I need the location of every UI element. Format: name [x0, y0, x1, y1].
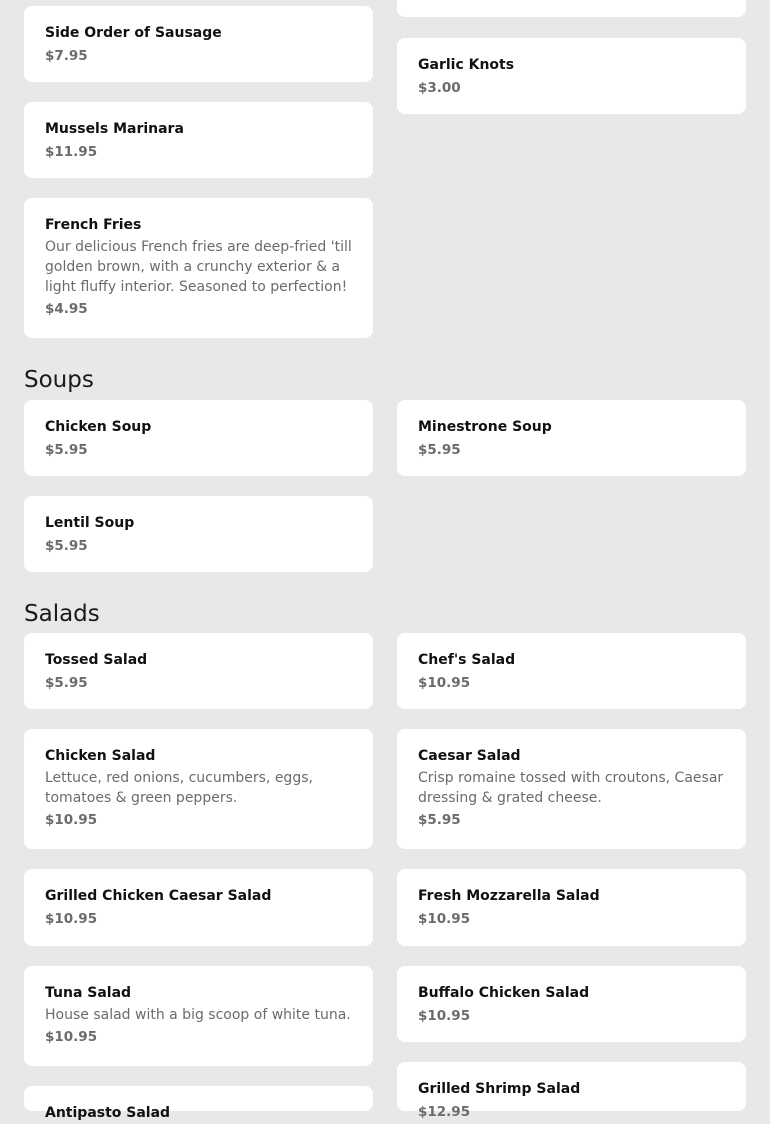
- item-price: $10.95: [45, 812, 98, 828]
- menu-item-grilled-chicken-caesar-salad[interactable]: [24, 869, 373, 946]
- item-price: $5.95: [45, 675, 88, 691]
- item-name: Chicken Soup: [45, 419, 152, 435]
- item-price: $5.95: [418, 442, 461, 458]
- menu-item-antipasto-salad[interactable]: [24, 1086, 373, 1121]
- menu-item-garlic-knots[interactable]: [397, 38, 746, 114]
- item-name: Tuna Salad: [45, 985, 132, 1001]
- item-name: Chicken Salad: [45, 748, 156, 764]
- menu-item-chefs-salad[interactable]: [397, 633, 746, 709]
- menu-item-lentil-soup[interactable]: [24, 496, 373, 572]
- menu-item-tossed-salad[interactable]: [24, 633, 373, 709]
- item-price: $5.95: [45, 538, 88, 554]
- item-name: Buffalo Chicken Salad: [418, 985, 590, 1001]
- menu-item-side-sausage[interactable]: [24, 6, 373, 82]
- item-description: Crisp romaine tossed with croutons, Caesar dressing & grated cheese.: [418, 770, 724, 806]
- item-name: Grilled Chicken Caesar Salad: [45, 888, 272, 904]
- menu-item-tuna-salad[interactable]: [24, 966, 373, 1066]
- item-name: Side Order of Sausage: [45, 25, 222, 41]
- item-price: $11.95: [45, 144, 98, 160]
- menu-item-chicken-soup[interactable]: [24, 400, 373, 476]
- item-name: Caesar Salad: [418, 748, 521, 764]
- menu-item-minestrone-soup[interactable]: [397, 400, 746, 476]
- menu-item-fresh-mozzarella-salad[interactable]: [397, 869, 746, 946]
- menu-item-french-fries[interactable]: [24, 198, 373, 338]
- menu-item-caesar-salad[interactable]: [397, 729, 746, 849]
- menu-item-card[interactable]: [397, 0, 746, 17]
- section-title-salads: Salads: [24, 601, 100, 627]
- item-name: Antipasto Salad: [45, 1105, 171, 1121]
- item-price: $10.95: [418, 675, 471, 691]
- item-price: $5.95: [418, 812, 461, 828]
- item-price: $10.95: [45, 1029, 98, 1045]
- item-name: Fresh Mozzarella Salad: [418, 888, 600, 904]
- item-name: Chef's Salad: [418, 652, 516, 668]
- item-price: $7.95: [45, 48, 88, 64]
- item-name: French Fries: [45, 217, 142, 233]
- item-name: Mussels Marinara: [45, 121, 184, 137]
- menu-item-buffalo-chicken-salad[interactable]: [397, 966, 746, 1042]
- item-name: Tossed Salad: [45, 652, 148, 668]
- item-price: $3.00: [418, 80, 461, 96]
- menu-item-mussels-marinara[interactable]: [24, 102, 373, 178]
- item-price: $12.95: [418, 1104, 471, 1120]
- menu-item-chicken-salad[interactable]: [24, 729, 373, 849]
- item-name: Lentil Soup: [45, 515, 135, 531]
- item-price: $4.95: [45, 301, 88, 317]
- item-name: Garlic Knots: [418, 57, 515, 73]
- item-description: Our delicious French fries are deep-fried 'till golden brown, with a crunchy exterior & a light fluffy interior. Seasoned to perfection!: [45, 239, 352, 295]
- item-description: Lettuce, red onions, cucumbers, eggs, tomatoes & green peppers.: [45, 770, 313, 806]
- item-name: Minestrone Soup: [418, 419, 552, 435]
- item-price: $10.95: [418, 911, 471, 927]
- section-title-soups: Soups: [24, 367, 94, 393]
- item-price: $10.95: [418, 1008, 471, 1024]
- item-description: House salad with a big scoop of white tuna.: [45, 1007, 351, 1023]
- item-price: $10.95: [45, 911, 98, 927]
- menu-item-grilled-shrimp-salad[interactable]: [397, 1062, 746, 1120]
- item-name: Grilled Shrimp Salad: [418, 1081, 581, 1097]
- item-price: $5.95: [45, 442, 88, 458]
